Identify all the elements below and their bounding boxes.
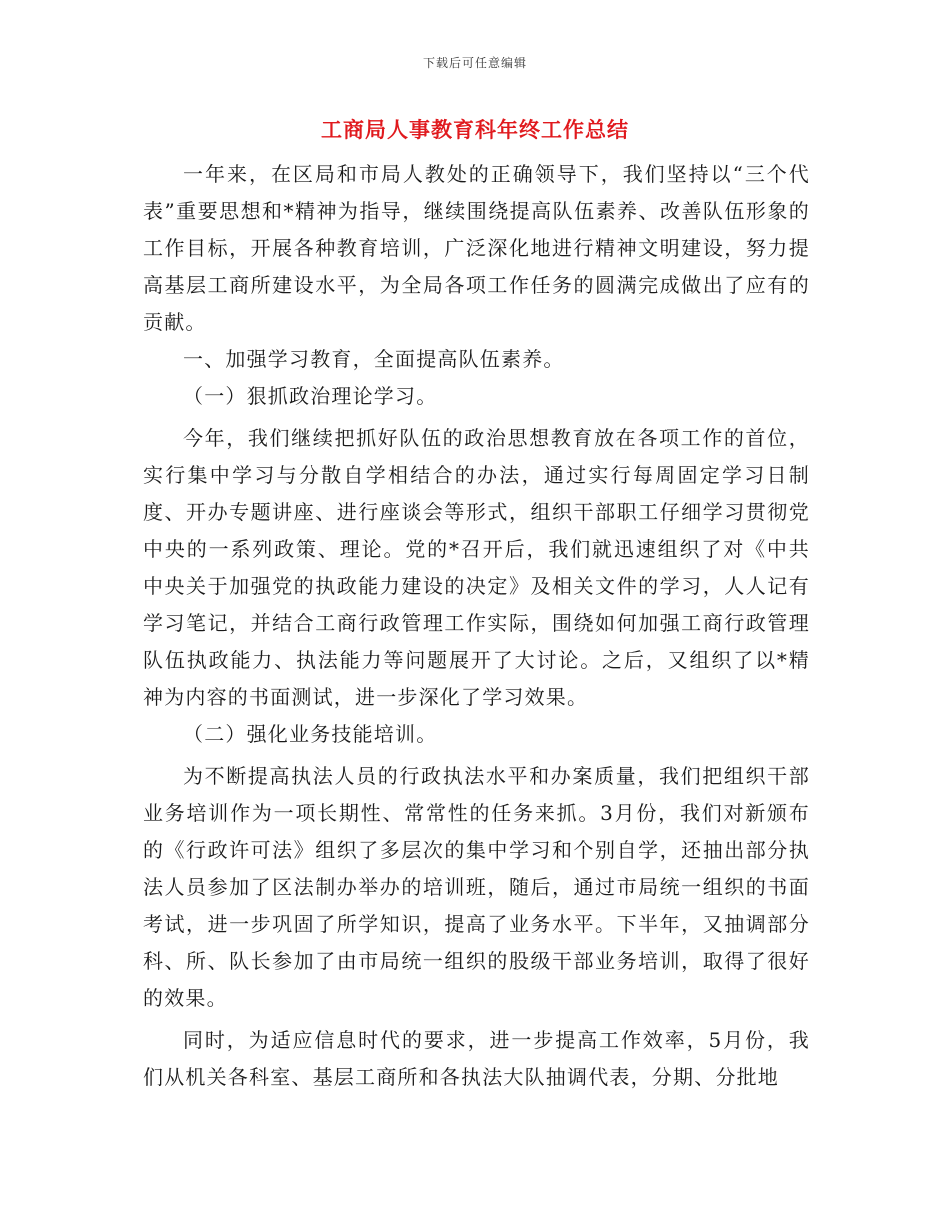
header-note: 下载后可任意编辑 <box>422 56 527 70</box>
paragraph-business-training: 为不断提高执法人员的行政执法水平和办案质量，我们把组织干部业务培训作为一项长期性、常常性的任务来抓。3月份，我们对新颁布的《行政许可法》组织了多层次的集中学习和个别自学，还抽出部分执法人员参加了区法制办举办的培训班，随后，通过市局统一组织的书面考试，进一步巩固了所学知识，提高了业务水平。下半年，又抽调部分科、所、队长参加了由市局统一组织的股级干部业务培训，取得了很好的效果。 <box>143 764 810 1010</box>
document-body <box>143 156 810 1096</box>
paragraph-intro: 一年来，在区局和市局人教处的正确领导下，我们坚持以“三个代表”重要思想和*精神为指导，继续围绕提高队伍素养、改善队伍形象的工作目标，开展各种教育培训，广泛深化地进行精神文明建设，努力提高基层工商所建设水平，为全局各项工作任务的圆满完成做出了应有的贡献。 <box>143 162 810 334</box>
section-heading-1: 一、加强学习教育，全面提高队伍素养。 <box>183 347 565 371</box>
subsection-heading-2: （二）强化业务技能培训。 <box>183 722 438 746</box>
subsection-heading-1: （一）狠抓政治理论学习。 <box>183 384 438 408</box>
document-title: 工商局人事教育科年终工作总结 <box>321 118 629 142</box>
paragraph-information-age: 同时，为适应信息时代的要求，进一步提高工作效率，5月份，我们从机关各科室、基层工商所和各执法大队抽调代表，分期、分批地 <box>143 1028 810 1089</box>
paragraph-political-study: 今年，我们继续把抓好队伍的政治思想教育放在各项工作的首位，实行集中学习与分散自学相结合的办法，通过实行每周固定学习日制度、开办专题讲座、进行座谈会等形式，组织干部职工仔细学习贯彻党中央的一系列政策、理论。党的*召开后，我们就迅速组织了对《中共中央关于加强党的执政能力建设的决定》及相关文件的学习，人人记有学习笔记，并结合工商行政管理工作实际，围绕如何加强工商行政管理队伍执政能力、执法能力等问题展开了大讨论。之后，又组织了以*精神为内容的书面测试，进一步深化了学习效果。 <box>143 426 810 709</box>
